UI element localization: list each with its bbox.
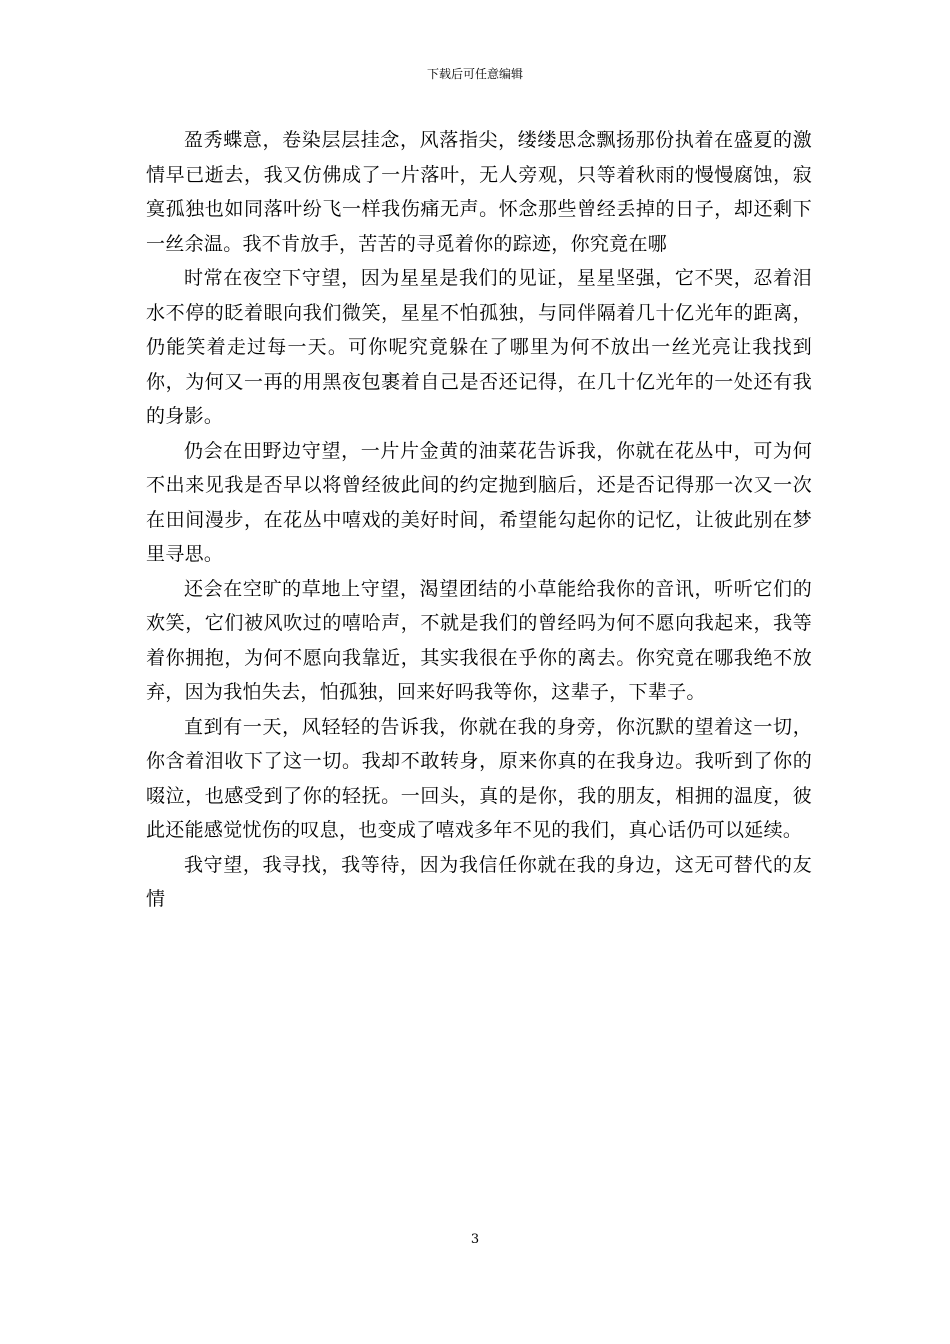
paragraph: 还会在空旷的草地上守望，渴望团结的小草能给我你的音讯，听听它们的欢笑，它们被风吹过的嘻哈声，不就是我们的曾经吗为何不愿向我起来，我等着你拥抱，为何不愿向我靠近，其实我很在乎你的离去。你究竟在哪我绝不放弃，因为我怕失去，怕孤独，回来好吗我等你，这辈子，下辈子。	[146, 577, 812, 703]
paragraph: 时常在夜空下守望，因为星星是我们的见证，星星坚强，它不哭，忍着泪水不停的眨着眼向我们微笑，星星不怕孤独，与同伴隔着几十亿光年的距离，仍能笑着走过每一天。可你呢究竟躲在了哪里为何不放出一丝光亮让我找到你，为何又一再的用黑夜包裹着自己是否还记得，在几十亿光年的一处还有我的身影。	[146, 267, 812, 427]
paragraph: 盈秀蝶意，卷染层层挂念，风落指尖，缕缕思念飘扬那份执着在盛夏的激情早已逝去，我又仿佛成了一片落叶，无人旁观，只等着秋雨的慢慢腐蚀，寂寞孤独也如同落叶纷飞一样我伤痛无声。怀念那些曾经丢掉的日子，却还剩下一丝余温。我不肯放手，苦苦的寻觅着你的踪迹，你究竟在哪	[146, 129, 812, 255]
paragraph: 我守望，我寻找，我等待，因为我信任你就在我的身边，这无可替代的友情	[146, 853, 812, 910]
paragraph: 仍会在田野边守望，一片片金黄的油菜花告诉我，你就在花丛中，可为何不出来见我是否早以将曾经彼此间的约定抛到脑后，还是否记得那一次又一次在田间漫步，在花丛中嘻戏的美好时间，希望能勾起你的记忆，让彼此别在梦里寻思。	[146, 439, 812, 565]
document-body	[146, 123, 812, 917]
page-number: 3	[470, 1232, 480, 1247]
page-header: 下载后可任意编辑	[426, 67, 523, 81]
paragraph: 直到有一天，风轻轻的告诉我，你就在我的身旁，你沉默的望着这一切，你含着泪收下了这一切。我却不敢转身，原来你真的在我身边。我听到了你的啜泣，也感受到了你的轻抚。一回头，真的是你，我的朋友，相拥的温度，彼此还能感觉忧伤的叹息，也变成了嘻戏多年不见的我们，真心话仍可以延续。	[146, 715, 812, 841]
